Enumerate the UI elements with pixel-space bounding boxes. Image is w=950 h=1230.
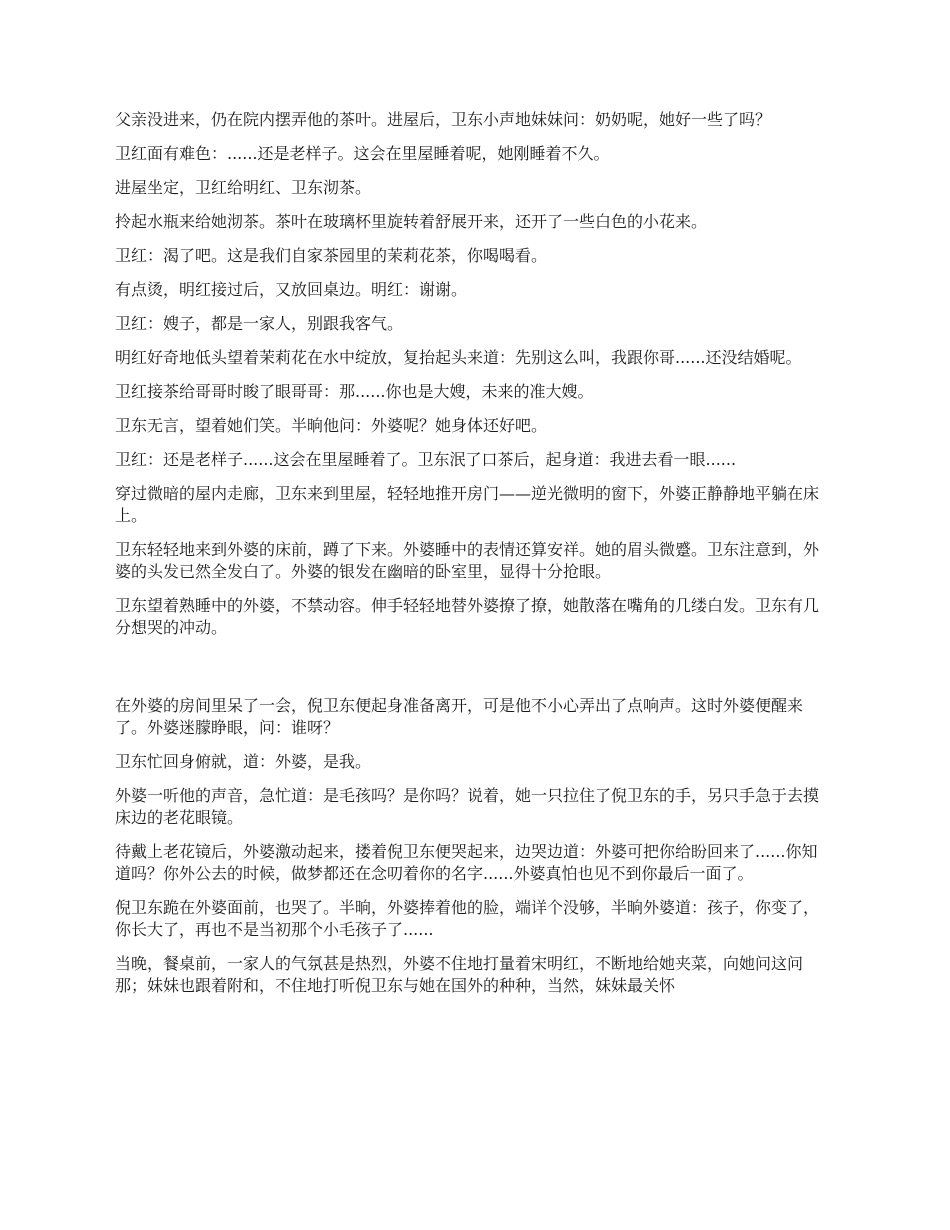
paragraph: 卫东望着熟睡中的外婆，不禁动容。伸手轻轻地替外婆撩了撩，她散落在嘴角的几缕白发。卫东有几分想哭的冲动。 bbox=[115, 596, 820, 637]
paragraph: 卫东忙回身俯就，道：外婆，是我。 bbox=[115, 752, 372, 771]
paragraph: 有点烫，明红接过后，又放回桌边。明红：谢谢。 bbox=[115, 280, 468, 299]
paragraph: 卫红面有难色：......还是老样子。这会在里屋睡着呢，她刚睡着不久。 bbox=[115, 144, 610, 163]
paragraph: 父亲没进来，仍在院内摆弄他的茶叶。进屋后，卫东小声地妹妹问：奶奶呢，她好一些了吗？ bbox=[115, 110, 772, 129]
paragraph: 明红好奇地低头望着茉莉花在水中绽放，复抬起头来道：先别这么叫，我跟你哥......还没结婚呢。 bbox=[115, 348, 802, 367]
paragraph: 穿过微暗的屋内走廊，卫东来到里屋，轻轻地推开房门——逆光微明的窗下，外婆正静静地平躺在床上。 bbox=[115, 484, 820, 525]
paragraph: 当晚，餐桌前，一家人的气氛甚是热烈，外婆不住地打量着宋明红，不断地给她夹菜，向她问这问那；妹妹也跟着附和，不住地打听倪卫东与她在国外的种种，当然，妹妹最关怀 bbox=[115, 954, 804, 995]
paragraph: 卫东轻轻地来到外婆的床前，蹲了下来。外婆睡中的表情还算安祥。她的眉头微蹙。卫东注意到，外婆的头发已然全发白了。外婆的银发在幽暗的卧室里，显得十分抢眼。 bbox=[115, 540, 820, 581]
paragraph: 卫红接茶给哥哥时睃了眼哥哥：那......你也是大嫂，未来的准大嫂。 bbox=[115, 382, 594, 401]
paragraph: 卫红：渴了吧。这是我们自家茶园里的茉莉花茶，你喝喝看。 bbox=[115, 246, 548, 265]
section-gap bbox=[115, 651, 833, 695]
paragraph: 在外婆的房间里呆了一会，倪卫东便起身准备离开，可是他不小心弄出了点响声。这时外婆便醒来了。外婆迷朦睁眼，问：谁呀？ bbox=[115, 696, 804, 737]
paragraph: 卫红：嫂子，都是一家人，别跟我客气。 bbox=[115, 314, 404, 333]
document-body bbox=[115, 109, 833, 1009]
paragraph: 外婆一听他的声音，急忙道：是毛孩吗？是你吗？说着，她一只拉住了倪卫东的手，另只手急于去摸床边的老花眼镜。 bbox=[115, 786, 820, 827]
paragraph: 拎起水瓶来给她沏茶。茶叶在玻璃杯里旋转着舒展开来，还开了一些白色的小花来。 bbox=[115, 212, 708, 231]
paragraph: 卫东无言，望着她们笑。半晌他问：外婆呢？她身体还好吧。 bbox=[115, 416, 548, 435]
paragraph: 进屋坐定，卫红给明红、卫东沏茶。 bbox=[115, 178, 372, 197]
paragraph: 待戴上老花镜后，外婆激动起来，搂着倪卫东便哭起来，边哭边道：外婆可把你给盼回来了......你知道吗？你外公去的时候，做梦都还在念叨着你的名字......外婆真怕也见不到你最后一面了。 bbox=[115, 842, 818, 883]
paragraph: 倪卫东跪在外婆面前，也哭了。半晌，外婆捧着他的脸，端详个没够，半晌外婆道：孩子，你变了，你长大了，再也不是当初那个小毛孩子了...... bbox=[115, 898, 820, 939]
paragraph: 卫红：还是老样子......这会在里屋睡着了。卫东泯了口茶后，起身道：我进去看一眼...... bbox=[115, 450, 737, 469]
